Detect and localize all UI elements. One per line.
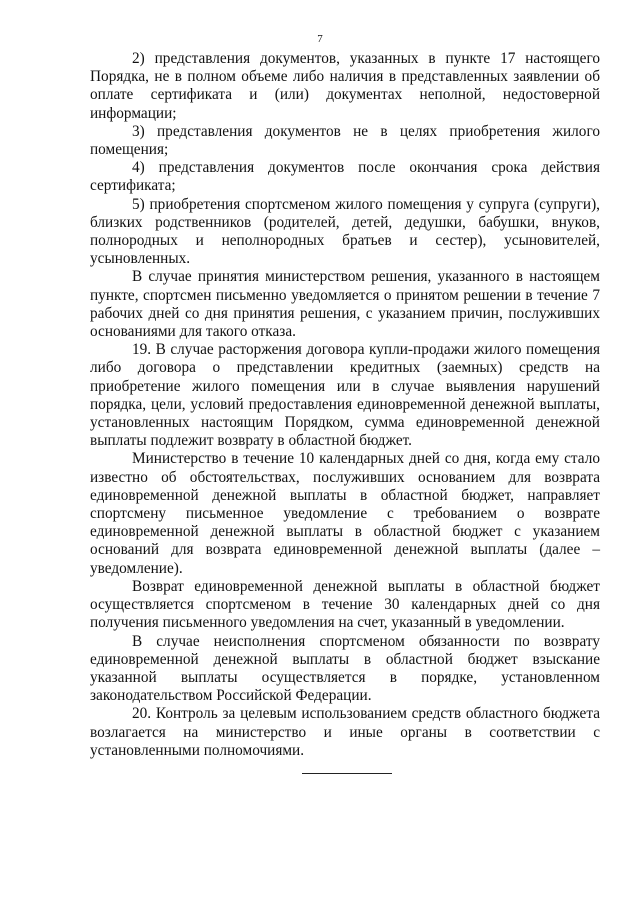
end-separator-line: [302, 773, 392, 774]
paragraph-item-2: 2) представления документов, указанных в пункте 17 настоящего Порядка, не в полном объеме либо наличия в представленных заявлении об оплате сертификата и (или) документах неполной, недостоверной информации;: [90, 50, 600, 122]
paragraph-item-4: 4) представления документов после окончания срока действия сертификата;: [90, 159, 600, 195]
paragraph-non-compliance: В случае неисполнения спортсменом обязанности по возврату единовременной денежной выплаты в областной бюджет взыскание указанной выплаты осуществляется в порядке, установленном законодательством Российской Федерации.: [90, 632, 600, 705]
paragraph-item-5: 5) приобретения спортсменом жилого помещения у супруга (супруги), близких родственников (родителей, детей, дедушки, бабушки, внуков, полнородных и неполнородных братьев и сестер), усыновителей, усыновленных.: [90, 195, 600, 268]
page-number: 7: [317, 33, 323, 45]
paragraph-ministry-notice: Министерство в течение 10 календарных дней со дня, когда ему стало известно об обстоятельствах, послуживших основанием для возврата единовременной денежной выплаты в областной бюджет, направляет спортсмену письменное уведомление с требованием о возврате единовременной денежной выплаты в областной бюджет с указанием оснований для возврата единовременной денежной выплаты (далее – уведомление).: [90, 450, 600, 577]
paragraph-item-3: 3) представления документов не в целях приобретения жилого помещения;: [90, 122, 600, 159]
paragraph-section-20: 20. Контроль за целевым использованием средств областного бюджета возлагается на министерство и иные органы в соответствии с установленными полномочиями.: [90, 705, 600, 759]
paragraph-section-19: 19. В случае расторжения договора купли-продажи жилого помещения либо договора о представлении кредитных (заемных) средств на приобретение жилого помещения или в случае выявления нарушений порядка, цели, условий предоставления единовременной денежной выплаты, установленных настоящим Порядком, сумма единовременной денежной выплаты подлежит возврату в областной бюджет.: [90, 341, 600, 450]
paragraph-repayment: Возврат единовременной денежной выплаты в областной бюджет осуществляется спортсменом в течение 30 календарных дней со дня получения письменного уведомления на счет, указанный в уведомлении.: [90, 577, 600, 632]
document-body: [90, 50, 600, 760]
paragraph-refusal-notice: В случае принятия министерством решения, указанного в настоящем пункте, спортсмен письменно уведомляется о принятом решении в течение 7 рабочих дней со дня принятия решения, с указанием причин, послуживших основаниями для такого отказа.: [90, 268, 600, 341]
